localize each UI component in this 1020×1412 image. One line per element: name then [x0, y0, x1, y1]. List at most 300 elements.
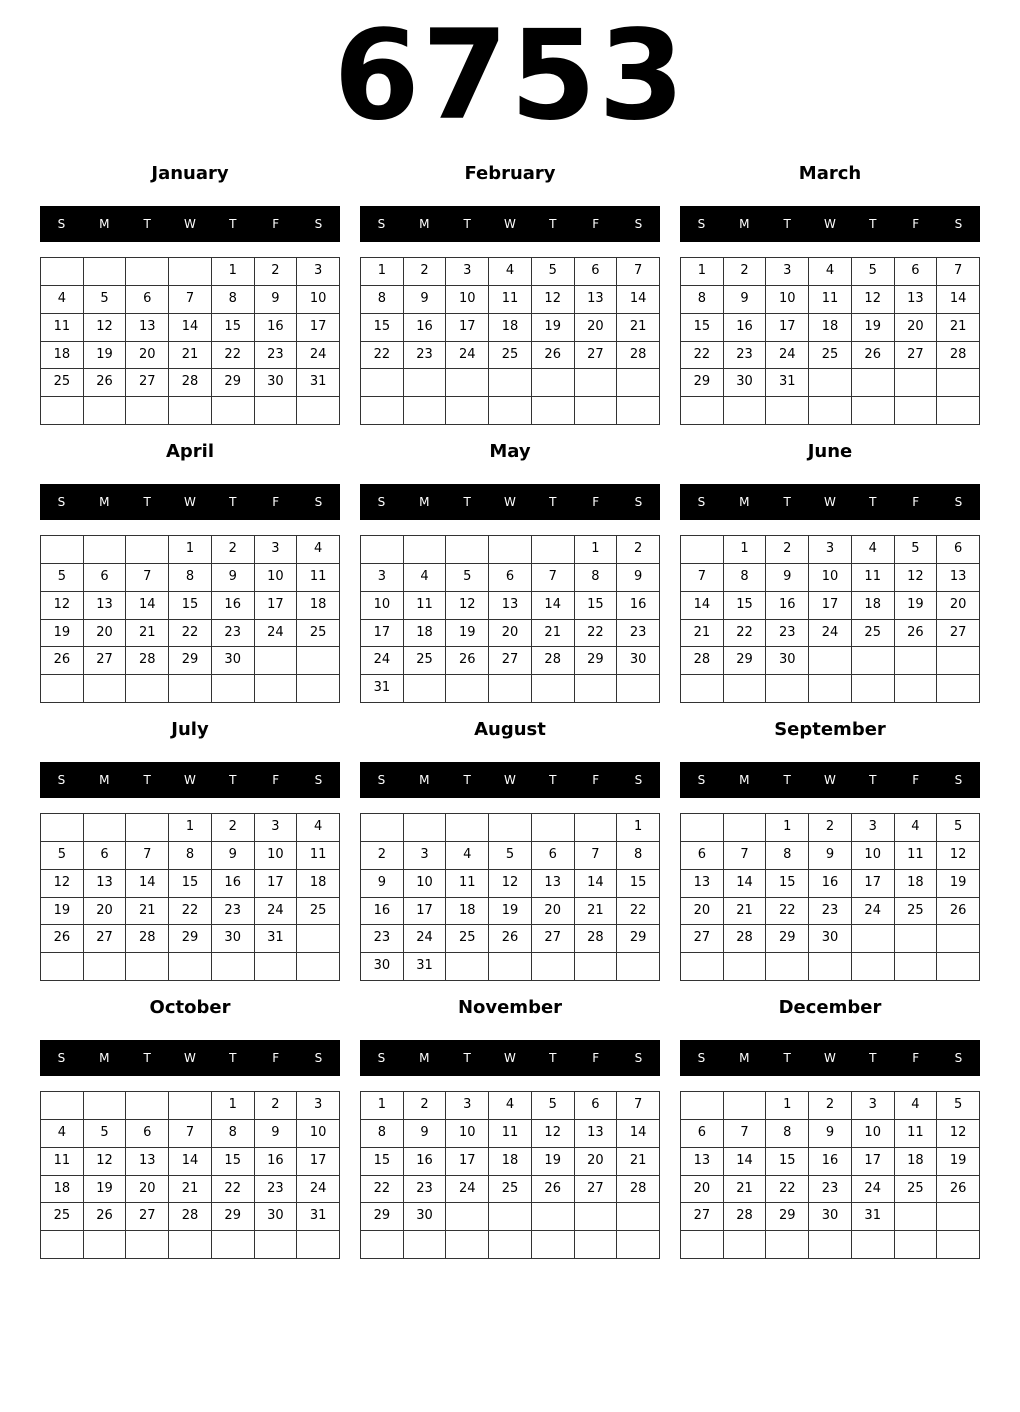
day-cell: 10 [297, 286, 340, 314]
day-cell: 11 [852, 564, 895, 592]
day-cell: 24 [255, 898, 298, 926]
day-cell: 30 [404, 1203, 447, 1231]
empty-day-cell [937, 675, 980, 703]
empty-day-cell [937, 647, 980, 675]
empty-day-cell [681, 397, 724, 425]
weekday-label: F [272, 1051, 280, 1065]
day-cell: 2 [617, 536, 660, 564]
month-august [360, 719, 660, 989]
empty-day-cell [937, 1231, 980, 1259]
day-cell: 3 [809, 536, 852, 564]
day-cell: 30 [724, 369, 767, 397]
day-cell: 25 [489, 342, 532, 370]
weekday-label: M [99, 217, 110, 231]
day-cell: 10 [852, 1120, 895, 1148]
day-cell: 22 [575, 620, 618, 648]
day-cell: 11 [809, 286, 852, 314]
day-cell: 22 [617, 898, 660, 926]
day-cell: 13 [532, 870, 575, 898]
day-cell: 19 [532, 1148, 575, 1176]
day-cell: 16 [212, 870, 255, 898]
day-cell: 26 [41, 925, 84, 953]
day-cell: 1 [575, 536, 618, 564]
day-cell: 25 [41, 369, 84, 397]
empty-day-cell [41, 1231, 84, 1259]
empty-day-cell [446, 369, 489, 397]
day-cell: 6 [575, 258, 618, 286]
day-cell: 8 [212, 1120, 255, 1148]
day-cell: 28 [532, 647, 575, 675]
month-name: March [798, 163, 862, 184]
weekday-label: T [869, 773, 877, 787]
month-january [40, 163, 340, 433]
day-cell: 22 [361, 342, 404, 370]
day-cell: 20 [681, 1176, 724, 1204]
empty-day-cell [895, 397, 938, 425]
empty-day-cell [895, 647, 938, 675]
day-cell: 3 [852, 814, 895, 842]
day-cell: 7 [724, 1120, 767, 1148]
weekday-header [360, 1040, 660, 1076]
day-cell: 27 [681, 925, 724, 953]
empty-day-cell [126, 536, 169, 564]
day-grid [40, 1091, 340, 1259]
day-cell: 4 [404, 564, 447, 592]
weekday-label: T [463, 1051, 471, 1065]
empty-day-cell [126, 814, 169, 842]
empty-day-cell [681, 1092, 724, 1120]
day-cell: 9 [212, 564, 255, 592]
day-cell: 4 [489, 258, 532, 286]
day-cell: 2 [724, 258, 767, 286]
empty-day-cell [255, 647, 298, 675]
empty-day-cell [766, 1231, 809, 1259]
day-cell: 27 [575, 1176, 618, 1204]
empty-day-cell [724, 1231, 767, 1259]
day-cell: 16 [404, 314, 447, 342]
weekday-label: T [869, 217, 877, 231]
day-cell: 18 [489, 314, 532, 342]
empty-day-cell [446, 953, 489, 981]
day-cell: 31 [766, 369, 809, 397]
day-cell: 1 [766, 1092, 809, 1120]
day-cell: 27 [84, 925, 127, 953]
empty-day-cell [489, 1203, 532, 1231]
day-cell: 5 [852, 258, 895, 286]
day-cell: 12 [532, 286, 575, 314]
day-cell: 8 [212, 286, 255, 314]
empty-day-cell [617, 1231, 660, 1259]
day-cell: 29 [169, 647, 212, 675]
day-cell: 1 [212, 258, 255, 286]
weekday-label: M [739, 1051, 750, 1065]
day-cell: 18 [446, 898, 489, 926]
empty-day-cell [895, 675, 938, 703]
day-cell: 11 [446, 870, 489, 898]
weekday-label: T [143, 773, 151, 787]
empty-day-cell [404, 814, 447, 842]
day-cell: 15 [617, 870, 660, 898]
day-cell: 26 [489, 925, 532, 953]
empty-day-cell [724, 953, 767, 981]
month-september [680, 719, 980, 989]
day-cell: 29 [724, 647, 767, 675]
day-cell: 26 [532, 342, 575, 370]
day-cell: 17 [297, 1148, 340, 1176]
day-cell: 15 [361, 1148, 404, 1176]
weekday-header [40, 484, 340, 520]
weekday-label: S [57, 217, 66, 231]
day-cell: 31 [361, 675, 404, 703]
empty-day-cell [852, 397, 895, 425]
weekday-label: F [592, 495, 600, 509]
empty-day-cell [489, 1231, 532, 1259]
day-cell: 28 [575, 925, 618, 953]
empty-day-cell [212, 675, 255, 703]
weekday-label: S [377, 495, 386, 509]
empty-day-cell [937, 953, 980, 981]
day-cell: 17 [361, 620, 404, 648]
day-cell: 9 [255, 286, 298, 314]
day-cell: 20 [895, 314, 938, 342]
day-cell: 22 [681, 342, 724, 370]
day-cell: 23 [255, 1176, 298, 1204]
weekday-header [360, 762, 660, 798]
day-cell: 18 [404, 620, 447, 648]
empty-day-cell [361, 369, 404, 397]
empty-day-cell [84, 814, 127, 842]
day-cell: 27 [84, 647, 127, 675]
day-cell: 15 [681, 314, 724, 342]
weekday-label: S [954, 217, 963, 231]
empty-day-cell [169, 1092, 212, 1120]
empty-day-cell [361, 397, 404, 425]
day-cell: 6 [532, 842, 575, 870]
weekday-label: M [99, 1051, 110, 1065]
empty-day-cell [169, 397, 212, 425]
day-cell: 31 [404, 953, 447, 981]
weekday-header [40, 762, 340, 798]
day-cell: 24 [255, 620, 298, 648]
day-cell: 7 [532, 564, 575, 592]
day-cell: 11 [489, 286, 532, 314]
day-cell: 15 [212, 314, 255, 342]
day-cell: 14 [681, 592, 724, 620]
empty-day-cell [212, 953, 255, 981]
empty-day-cell [895, 1203, 938, 1231]
day-cell: 17 [852, 870, 895, 898]
day-cell: 12 [489, 870, 532, 898]
empty-day-cell [937, 397, 980, 425]
day-cell: 14 [169, 1148, 212, 1176]
day-cell: 14 [126, 592, 169, 620]
empty-day-cell [766, 397, 809, 425]
empty-day-cell [41, 536, 84, 564]
day-cell: 16 [255, 1148, 298, 1176]
weekday-header [680, 1040, 980, 1076]
day-cell: 21 [617, 1148, 660, 1176]
day-cell: 11 [297, 564, 340, 592]
day-grid [360, 535, 660, 703]
weekday-label: S [954, 495, 963, 509]
day-grid [680, 535, 980, 703]
day-cell: 11 [895, 1120, 938, 1148]
day-grid [680, 257, 980, 425]
empty-day-cell [126, 1231, 169, 1259]
empty-day-cell [212, 1231, 255, 1259]
day-cell: 8 [169, 842, 212, 870]
empty-day-cell [724, 675, 767, 703]
empty-day-cell [489, 369, 532, 397]
day-cell: 20 [532, 898, 575, 926]
day-cell: 3 [766, 258, 809, 286]
weekday-header [40, 1040, 340, 1076]
day-cell: 11 [297, 842, 340, 870]
day-cell: 31 [852, 1203, 895, 1231]
day-cell: 6 [681, 842, 724, 870]
weekday-label: M [419, 495, 430, 509]
empty-day-cell [532, 369, 575, 397]
day-cell: 15 [766, 870, 809, 898]
month-december [680, 997, 980, 1267]
day-cell: 19 [895, 592, 938, 620]
day-cell: 10 [852, 842, 895, 870]
day-cell: 30 [617, 647, 660, 675]
day-cell: 22 [766, 898, 809, 926]
month-name: August [474, 719, 546, 740]
day-cell: 10 [297, 1120, 340, 1148]
day-cell: 20 [575, 314, 618, 342]
day-cell: 14 [724, 870, 767, 898]
day-cell: 9 [617, 564, 660, 592]
day-cell: 20 [937, 592, 980, 620]
day-cell: 14 [937, 286, 980, 314]
empty-day-cell [895, 369, 938, 397]
empty-day-cell [532, 1231, 575, 1259]
weekday-label: M [99, 773, 110, 787]
empty-day-cell [809, 369, 852, 397]
weekday-label: W [184, 495, 196, 509]
day-cell: 18 [489, 1148, 532, 1176]
day-cell: 12 [852, 286, 895, 314]
empty-day-cell [212, 397, 255, 425]
weekday-label: S [634, 217, 643, 231]
day-cell: 1 [724, 536, 767, 564]
day-cell: 4 [41, 286, 84, 314]
day-cell: 19 [41, 620, 84, 648]
weekday-label: W [504, 217, 516, 231]
day-cell: 4 [446, 842, 489, 870]
empty-day-cell [575, 1203, 618, 1231]
day-cell: 17 [852, 1148, 895, 1176]
day-cell: 4 [297, 814, 340, 842]
day-cell: 29 [617, 925, 660, 953]
day-cell: 21 [937, 314, 980, 342]
month-name: April [165, 441, 215, 462]
month-name: July [171, 719, 209, 740]
day-cell: 24 [297, 342, 340, 370]
empty-day-cell [404, 1231, 447, 1259]
day-cell: 30 [809, 1203, 852, 1231]
day-cell: 27 [126, 369, 169, 397]
day-cell: 12 [937, 1120, 980, 1148]
day-cell: 28 [617, 1176, 660, 1204]
empty-day-cell [575, 1231, 618, 1259]
day-cell: 20 [84, 620, 127, 648]
day-cell: 3 [297, 1092, 340, 1120]
day-cell: 9 [404, 286, 447, 314]
day-cell: 29 [361, 1203, 404, 1231]
day-cell: 27 [532, 925, 575, 953]
day-cell: 20 [84, 898, 127, 926]
day-cell: 30 [255, 369, 298, 397]
empty-day-cell [446, 814, 489, 842]
weekday-label: W [504, 1051, 516, 1065]
day-cell: 27 [937, 620, 980, 648]
day-cell: 21 [724, 898, 767, 926]
weekday-label: M [739, 217, 750, 231]
empty-day-cell [446, 1203, 489, 1231]
day-cell: 17 [297, 314, 340, 342]
day-cell: 4 [895, 1092, 938, 1120]
day-cell: 19 [446, 620, 489, 648]
day-cell: 21 [169, 1176, 212, 1204]
day-cell: 12 [41, 592, 84, 620]
day-cell: 18 [297, 870, 340, 898]
weekday-label: T [463, 773, 471, 787]
day-cell: 29 [212, 369, 255, 397]
weekday-label: M [739, 773, 750, 787]
day-cell: 7 [126, 842, 169, 870]
empty-day-cell [255, 953, 298, 981]
weekday-header [40, 206, 340, 242]
day-cell: 2 [766, 536, 809, 564]
day-cell: 9 [404, 1120, 447, 1148]
day-cell: 13 [895, 286, 938, 314]
day-cell: 16 [255, 314, 298, 342]
empty-day-cell [532, 953, 575, 981]
day-cell: 14 [126, 870, 169, 898]
empty-day-cell [361, 814, 404, 842]
day-cell: 5 [937, 1092, 980, 1120]
empty-day-cell [297, 1231, 340, 1259]
empty-day-cell [766, 675, 809, 703]
empty-day-cell [681, 675, 724, 703]
day-cell: 26 [895, 620, 938, 648]
day-cell: 18 [41, 1176, 84, 1204]
weekday-label: T [143, 1051, 151, 1065]
empty-day-cell [126, 953, 169, 981]
empty-day-cell [809, 1231, 852, 1259]
day-cell: 17 [255, 870, 298, 898]
day-cell: 4 [489, 1092, 532, 1120]
day-cell: 23 [212, 898, 255, 926]
day-cell: 30 [212, 647, 255, 675]
day-cell: 23 [361, 925, 404, 953]
day-cell: 10 [766, 286, 809, 314]
weekday-label: F [912, 1051, 920, 1065]
empty-day-cell [617, 397, 660, 425]
empty-day-cell [255, 397, 298, 425]
empty-day-cell [766, 953, 809, 981]
day-cell: 24 [766, 342, 809, 370]
empty-day-cell [532, 1203, 575, 1231]
day-cell: 17 [809, 592, 852, 620]
day-cell: 28 [724, 1203, 767, 1231]
weekday-label: F [592, 1051, 600, 1065]
day-cell: 24 [852, 1176, 895, 1204]
day-cell: 5 [532, 1092, 575, 1120]
weekday-label: M [99, 495, 110, 509]
day-cell: 4 [41, 1120, 84, 1148]
day-cell: 21 [575, 898, 618, 926]
empty-day-cell [532, 675, 575, 703]
day-cell: 1 [617, 814, 660, 842]
day-cell: 6 [84, 564, 127, 592]
empty-day-cell [617, 369, 660, 397]
day-cell: 15 [724, 592, 767, 620]
day-cell: 25 [41, 1203, 84, 1231]
day-cell: 5 [41, 842, 84, 870]
day-cell: 20 [575, 1148, 618, 1176]
day-cell: 6 [575, 1092, 618, 1120]
day-cell: 3 [446, 258, 489, 286]
day-cell: 21 [532, 620, 575, 648]
day-cell: 23 [404, 1176, 447, 1204]
day-cell: 5 [41, 564, 84, 592]
day-cell: 6 [126, 1120, 169, 1148]
day-cell: 27 [895, 342, 938, 370]
empty-day-cell [809, 647, 852, 675]
day-cell: 26 [84, 1203, 127, 1231]
weekday-label: F [272, 495, 280, 509]
weekday-label: T [463, 217, 471, 231]
day-cell: 19 [489, 898, 532, 926]
day-cell: 19 [84, 1176, 127, 1204]
day-grid [40, 535, 340, 703]
day-cell: 13 [937, 564, 980, 592]
day-cell: 14 [724, 1148, 767, 1176]
day-cell: 6 [895, 258, 938, 286]
day-cell: 25 [489, 1176, 532, 1204]
day-cell: 23 [212, 620, 255, 648]
day-cell: 7 [724, 842, 767, 870]
day-cell: 4 [895, 814, 938, 842]
day-cell: 18 [297, 592, 340, 620]
day-cell: 15 [169, 592, 212, 620]
day-cell: 11 [404, 592, 447, 620]
day-cell: 21 [126, 898, 169, 926]
day-cell: 16 [212, 592, 255, 620]
day-cell: 19 [937, 1148, 980, 1176]
empty-day-cell [126, 1092, 169, 1120]
weekday-header [360, 206, 660, 242]
day-cell: 24 [361, 647, 404, 675]
empty-day-cell [84, 1092, 127, 1120]
day-cell: 12 [446, 592, 489, 620]
day-cell: 3 [446, 1092, 489, 1120]
empty-day-cell [84, 258, 127, 286]
empty-day-cell [895, 953, 938, 981]
empty-day-cell [681, 814, 724, 842]
empty-day-cell [937, 369, 980, 397]
weekday-label: T [783, 773, 791, 787]
day-cell: 18 [809, 314, 852, 342]
weekday-label: W [824, 1051, 836, 1065]
day-cell: 20 [489, 620, 532, 648]
weekday-label: S [314, 1051, 323, 1065]
day-cell: 5 [937, 814, 980, 842]
